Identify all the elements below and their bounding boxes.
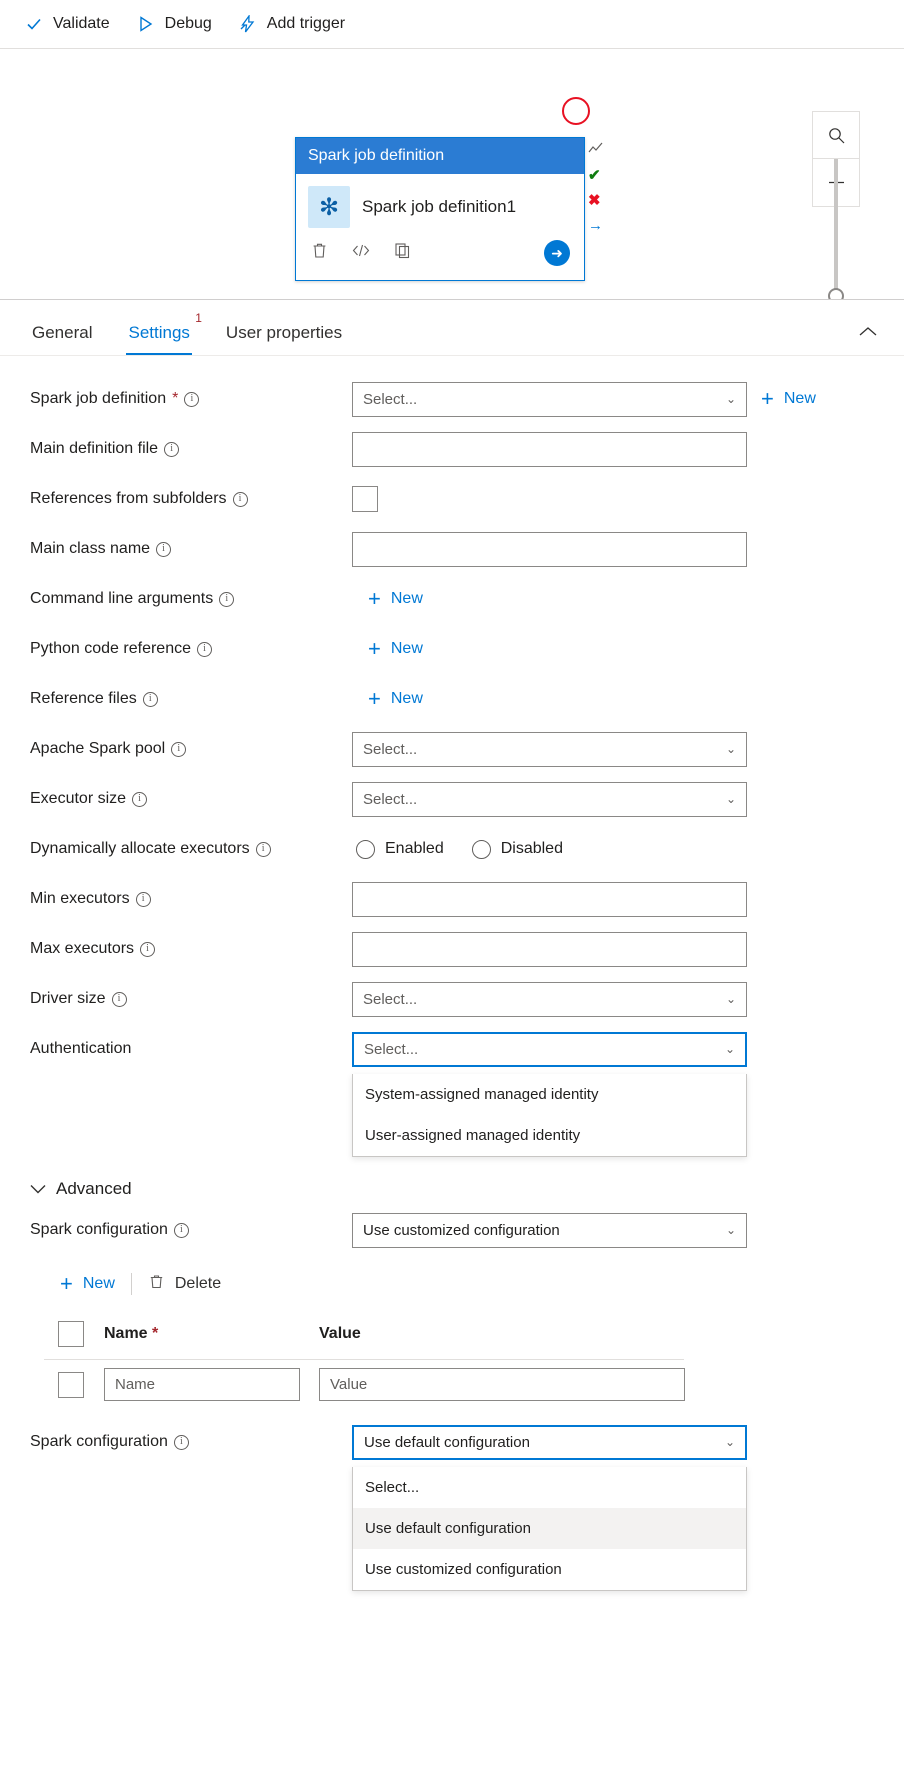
plus-icon: + (368, 636, 381, 661)
control-main-class-name (352, 532, 874, 567)
spark-icon: ✻ (308, 186, 350, 228)
config-new-button[interactable] (44, 1265, 131, 1303)
row-select-cell (44, 1372, 104, 1398)
activity-card[interactable] (295, 137, 585, 281)
code-icon[interactable] (351, 241, 371, 265)
row-driver-size (30, 974, 874, 1024)
label-dynamically-allocate-executors (30, 840, 352, 858)
min-executors-input[interactable] (352, 882, 747, 917)
label-text: Main class name (30, 540, 151, 557)
activity-card-tools (296, 232, 584, 280)
row-authentication (30, 1024, 874, 1074)
info-icon[interactable]: i (184, 392, 199, 407)
label-text: Driver size (30, 990, 106, 1007)
executor-size-value: Select... (363, 790, 418, 808)
info-icon[interactable]: i (197, 642, 212, 657)
command-line-arguments-new-button[interactable] (368, 588, 423, 610)
plus-icon: + (368, 586, 381, 611)
new-label: New (390, 590, 423, 607)
radio-dot-icon (472, 840, 491, 859)
required-asterisk: * (172, 390, 179, 407)
tab-user-properties-label: User properties (225, 323, 343, 342)
settings-form (0, 356, 904, 1621)
tab-settings-label: Settings (128, 323, 190, 342)
header-name-cell (104, 1325, 319, 1343)
trash-icon (148, 1273, 165, 1295)
new-label: New (390, 690, 423, 707)
spark-config-option-default[interactable]: Use default configuration (353, 1508, 746, 1549)
control-command-line-arguments (352, 588, 874, 610)
label-min-executors (30, 890, 352, 908)
header-value-label: Value (319, 1325, 361, 1342)
activity-status-icons (588, 141, 604, 233)
row-max-executors (30, 924, 874, 974)
label-text: Apache Spark pool (30, 740, 166, 757)
chevron-down-icon: ⌄ (724, 1435, 735, 1449)
main-class-name-input[interactable] (352, 532, 747, 567)
pipeline-canvas[interactable] (0, 48, 904, 300)
search-icon[interactable] (812, 111, 860, 159)
row-name-cell (104, 1368, 319, 1401)
label-main-class-name (30, 540, 352, 558)
chevron-down-icon: ⌄ (724, 1042, 735, 1056)
radio-enabled-label: Enabled (385, 840, 444, 857)
dropdown-offset (30, 1467, 352, 1591)
skip-arrow-icon[interactable]: → (588, 217, 603, 234)
chevron-down-icon: ⌄ (725, 1223, 736, 1237)
control-spark-job-definition (352, 382, 874, 417)
config-delete-label: Delete (174, 1275, 222, 1292)
spark-configuration-1-select[interactable] (352, 1213, 747, 1248)
config-table-command-bar (44, 1265, 874, 1303)
radio-enabled[interactable] (356, 840, 444, 859)
info-icon[interactable]: i (174, 1223, 189, 1238)
label-command-line-arguments (30, 590, 352, 608)
label-spark-configuration-2 (30, 1433, 352, 1451)
control-main-definition-file (352, 432, 874, 467)
main-definition-file-input[interactable] (352, 432, 747, 467)
select-all-checkbox[interactable] (58, 1321, 84, 1347)
row-executor-size (30, 774, 874, 824)
control-executor-size (352, 782, 874, 817)
spark-config-option-customized[interactable]: Use customized configuration (365, 1561, 562, 1578)
row-command-line-arguments (30, 574, 874, 624)
plus-icon: + (60, 1271, 73, 1296)
control-references-from-subfolders (352, 486, 874, 512)
required-asterisk: * (152, 1325, 159, 1342)
label-text: Spark job definition (30, 390, 167, 407)
label-max-executors (30, 940, 352, 958)
authentication-value: Select... (364, 1040, 419, 1058)
spark-config-table (44, 1311, 684, 1409)
label-references-from-subfolders (30, 490, 352, 508)
label-text: Authentication (30, 1040, 132, 1057)
config-delete-button[interactable] (132, 1265, 237, 1303)
info-icon[interactable]: i (136, 892, 151, 907)
spark-configuration-2-select[interactable] (352, 1425, 747, 1460)
debug-label: Debug (164, 15, 212, 32)
play-icon (136, 14, 156, 34)
arrow-right-icon[interactable]: ➜ (544, 240, 570, 266)
advanced-label: Advanced (56, 1179, 132, 1198)
authentication-option-system-assigned[interactable]: System-assigned managed identity (365, 1086, 599, 1103)
info-icon[interactable]: i (256, 842, 271, 857)
header-value-cell (319, 1325, 684, 1343)
chevron-down-icon: ⌄ (725, 792, 736, 806)
new-label: New (390, 640, 423, 657)
info-icon[interactable]: i (164, 442, 179, 457)
row-value-cell (319, 1368, 685, 1401)
info-icon[interactable]: i (143, 692, 158, 707)
activity-name: Spark job definition1 (362, 197, 517, 217)
activity-card-body (296, 174, 584, 232)
label-text: Max executors (30, 940, 135, 957)
authentication-option-user-assigned[interactable]: User-assigned managed identity (365, 1127, 581, 1144)
config-value-placeholder: Value (330, 1376, 368, 1393)
label-text: Min executors (30, 890, 130, 907)
info-icon[interactable]: i (219, 592, 234, 607)
header-select-all-cell (44, 1321, 104, 1347)
driver-size-select[interactable] (352, 982, 747, 1017)
radio-disabled-label: Disabled (500, 840, 563, 857)
info-icon[interactable]: i (132, 792, 147, 807)
config-name-input[interactable] (104, 1368, 300, 1401)
label-python-code-reference (30, 640, 352, 658)
control-driver-size (352, 982, 874, 1017)
label-driver-size (30, 990, 352, 1008)
spark-configuration-2-value: Use default configuration (364, 1433, 530, 1451)
validate-label: Validate (53, 15, 110, 32)
info-icon[interactable]: i (112, 992, 127, 1007)
delete-icon[interactable] (310, 241, 329, 265)
lightning-icon (238, 14, 258, 34)
dropdown-offset (30, 1074, 352, 1157)
spark-job-definition-value: Select... (363, 390, 418, 408)
row-apache-spark-pool (30, 724, 874, 774)
control-max-executors (352, 932, 874, 967)
row-main-class-name (30, 524, 874, 574)
row-spark-configuration-default (30, 1417, 874, 1467)
row-min-executors (30, 874, 874, 924)
apache-spark-pool-select[interactable] (352, 732, 747, 767)
advanced-section-toggle[interactable] (30, 1179, 874, 1199)
tab-general-label: General (32, 323, 93, 342)
dynamically-allocate-executors-radio-group (356, 840, 563, 859)
spark-job-definition-new-button[interactable] (761, 388, 816, 410)
reference-files-new-button[interactable] (368, 688, 423, 710)
tab-user-properties[interactable] (224, 323, 344, 355)
row-references-from-subfolders (30, 474, 874, 524)
label-apache-spark-pool (30, 740, 352, 758)
config-new-label: New (82, 1275, 115, 1292)
settings-tabs (0, 300, 904, 356)
fail-x-icon[interactable]: ✖ (588, 192, 601, 209)
success-check-icon[interactable]: ✔ (588, 167, 601, 184)
control-python-code-reference (352, 638, 874, 660)
radio-disabled[interactable] (472, 840, 563, 859)
driver-size-value: Select... (363, 990, 418, 1008)
references-from-subfolders-checkbox[interactable] (352, 486, 378, 512)
zoom-knob[interactable] (828, 288, 844, 300)
tab-settings-badge: 1 (195, 311, 202, 325)
pipeline-toolbar (0, 0, 904, 48)
control-reference-files (352, 688, 874, 710)
label-executor-size (30, 790, 352, 808)
chevron-down-icon (30, 1181, 46, 1197)
info-icon[interactable]: i (156, 542, 171, 557)
control-min-executors (352, 882, 874, 917)
validate-button[interactable] (14, 9, 120, 39)
chart-icon[interactable] (588, 141, 604, 158)
spark-job-definition-select[interactable] (352, 382, 747, 417)
config-value-input[interactable] (319, 1368, 685, 1401)
chevron-down-icon: ⌄ (725, 392, 736, 406)
authentication-select[interactable] (352, 1032, 747, 1067)
add-trigger-button[interactable] (228, 9, 355, 39)
label-text: Main definition file (30, 440, 159, 457)
annotation-circle (562, 97, 590, 125)
spark-config-option-select[interactable]: Select... (365, 1479, 420, 1496)
row-dynamically-allocate-executors (30, 824, 874, 874)
row-spark-configuration-customized (30, 1205, 874, 1255)
label-text: Spark configuration (30, 1221, 168, 1238)
table-row (44, 1360, 684, 1409)
info-icon[interactable]: i (233, 492, 248, 507)
spark-configuration-2-dropdown[interactable] (352, 1467, 747, 1591)
label-authentication (30, 1040, 352, 1058)
max-executors-input[interactable] (352, 932, 747, 967)
label-text: Dynamically allocate executors (30, 840, 250, 857)
zoom-track (834, 159, 838, 296)
tab-settings[interactable] (126, 311, 202, 355)
row-reference-files (30, 674, 874, 724)
control-dynamically-allocate-executors (352, 840, 874, 859)
control-apache-spark-pool (352, 732, 874, 767)
radio-dot-icon (356, 840, 375, 859)
control-authentication (352, 1032, 874, 1067)
activity-card-header: Spark job definition (296, 138, 584, 174)
label-text: References from subfolders (30, 490, 227, 507)
control-spark-configuration-2 (352, 1425, 874, 1460)
add-trigger-label: Add trigger (266, 15, 346, 32)
chevron-down-icon: ⌄ (725, 992, 736, 1006)
control-spark-configuration-1 (352, 1213, 874, 1248)
label-text: Executor size (30, 790, 127, 807)
authentication-dropdown-wrap (30, 1074, 874, 1157)
info-icon[interactable]: i (140, 942, 155, 957)
row-main-definition-file (30, 424, 874, 474)
row-spark-job-definition (30, 374, 874, 424)
info-icon[interactable]: i (171, 742, 186, 757)
chevron-down-icon: ⌄ (725, 742, 736, 756)
plus-icon: + (368, 686, 381, 711)
label-spark-job-definition (30, 390, 352, 408)
check-icon (24, 14, 44, 34)
table-header-row (44, 1311, 684, 1360)
canvas-zoom-slider[interactable] (828, 159, 844, 300)
row-python-code-reference (30, 624, 874, 674)
debug-button[interactable] (126, 9, 222, 39)
copy-icon[interactable] (393, 241, 412, 265)
header-name-label: Name (104, 1325, 148, 1342)
label-text: Command line arguments (30, 590, 214, 607)
authentication-dropdown[interactable] (352, 1074, 747, 1157)
row-select-checkbox[interactable] (58, 1372, 84, 1398)
executor-size-select[interactable] (352, 782, 747, 817)
label-text: Spark configuration (30, 1433, 168, 1450)
python-code-reference-new-button[interactable] (368, 638, 423, 660)
label-text: Reference files (30, 690, 137, 707)
spark-configuration-2-dropdown-wrap (30, 1467, 874, 1591)
label-main-definition-file (30, 440, 352, 458)
apache-spark-pool-value: Select... (363, 740, 418, 758)
tab-general[interactable] (30, 323, 94, 355)
spark-configuration-1-value: Use customized configuration (363, 1221, 560, 1239)
label-reference-files (30, 690, 352, 708)
config-name-placeholder: Name (115, 1376, 156, 1393)
chevron-up-icon[interactable] (858, 322, 878, 343)
plus-icon: + (761, 386, 774, 411)
info-icon[interactable]: i (174, 1435, 189, 1450)
label-text: Python code reference (30, 640, 191, 657)
label-spark-configuration-1 (30, 1221, 352, 1239)
new-label: New (783, 390, 816, 407)
